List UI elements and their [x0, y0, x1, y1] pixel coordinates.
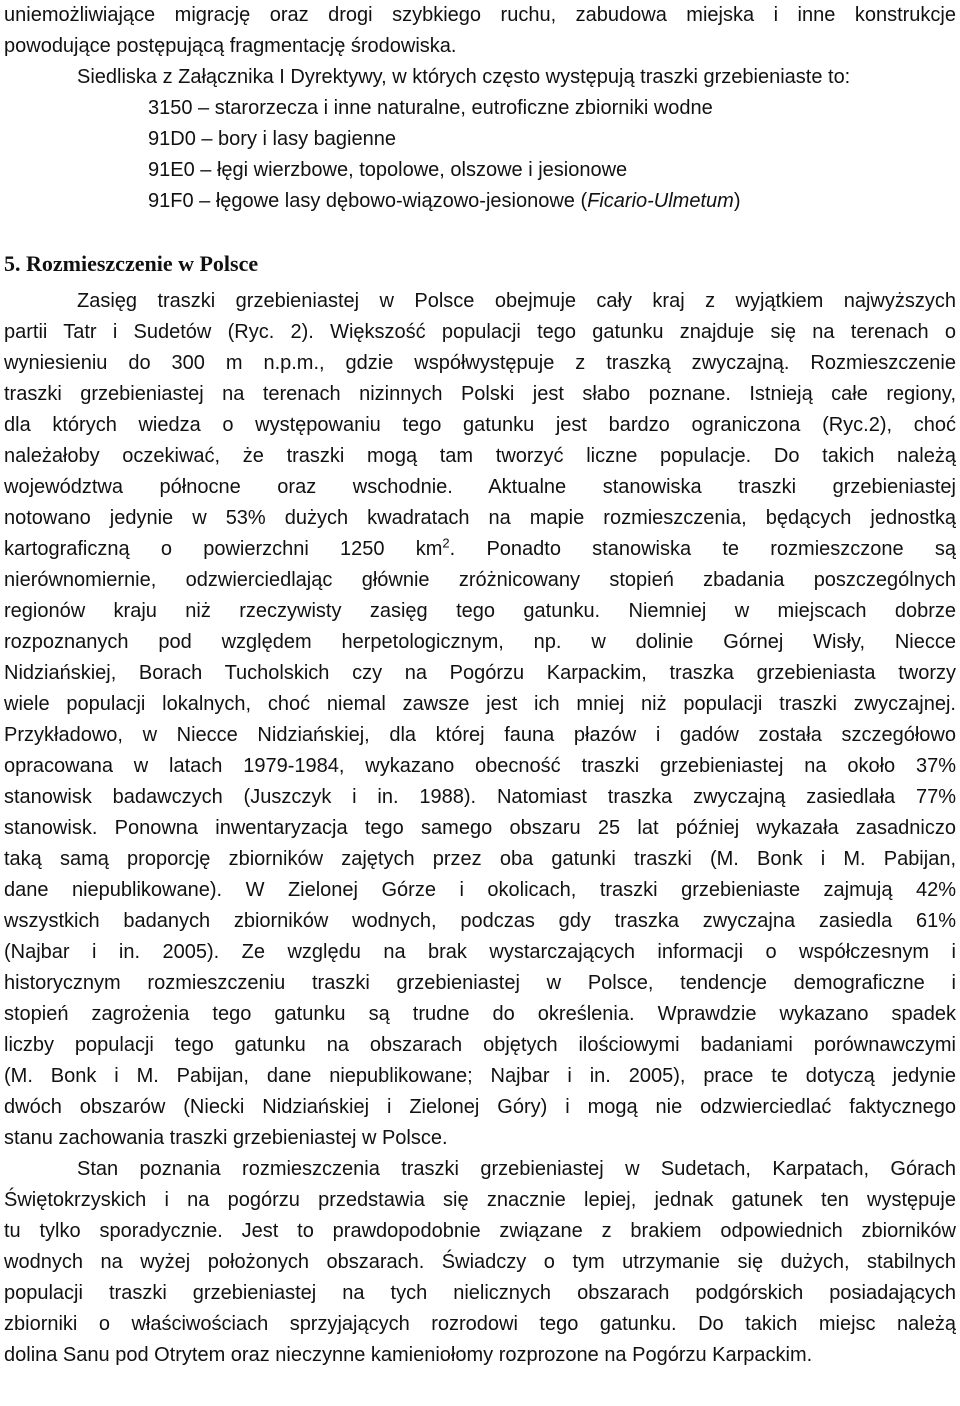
paragraph-mountains [4, 1154, 956, 1371]
paragraph-line: Zasięg traszki grzebieniastej w Polsce obejmuje cały kraj z wyjątkiem najwyższych [77, 290, 956, 312]
intro-line: uniemożliwiające migrację oraz drogi szybkiego ruchu, zabudowa miejska i inne konstrukcje [4, 4, 956, 26]
paragraph-line: dla których wiedza o występowaniu tego gatunku jest bardzo ograniczona (Ryc.2), choć [4, 414, 956, 436]
paragraph-line: wyniesieniu do 300 m n.p.m., gdzie współwystępuje z traszką zwyczajną. Rozmieszczenie [4, 352, 956, 374]
paragraph-line: tu tylko sporadycznie. Jest to prawdopodobnie związane z brakiem odpowiednich zbiorników [4, 1220, 956, 1242]
habitat-item-text: 91F0 – łęgowe lasy dębowo-wiązowo-jesionowe ( [148, 190, 588, 212]
habitat-item [4, 186, 956, 217]
paragraph-line: Świętokrzyskich i na pogórzu przedstawia się znacznie lepiej, jednak gatunek ten występuje [4, 1189, 956, 1211]
paragraph-line: stopień zagrożenia tego gatunku są trudne do określenia. Wprawdzie wykazano spadek [4, 1003, 956, 1025]
paragraph-line: regionów kraju niż rzeczywisty zasięg tego gatunku. Niemniej w miejscach dobrze [4, 600, 956, 622]
paragraph-line: dwóch obszarów (Niecki Nidziańskiej i Zielonej Góry) i mogą nie odzwierciedlać faktycznego [4, 1096, 956, 1118]
paragraph-line: dane niepublikowane). W Zielonej Górze i okolicach, traszki grzebieniaste zajmują 42% [4, 879, 956, 901]
habitat-list [4, 93, 956, 217]
paragraph-line: stanowisk. Ponowna inwentaryzacja tego samego obszaru 25 lat później wykazała zasadniczo [4, 817, 956, 839]
paragraph-line: wodnych na wyżej położonych obszarach. Świadczy o tym utrzymanie się dużych, stabilnych [4, 1251, 956, 1273]
paragraph-line [4, 534, 956, 565]
paragraph-line: liczby populacji tego gatunku na obszarach objętych ilościowymi badaniami porównawczymi [4, 1034, 956, 1056]
paragraph-line: zbiorniki o właściwościach sprzyjających rozrodowi tego gatunku. Do takich miejsc należą [4, 1313, 956, 1335]
paragraph-line: traszki grzebieniastej na terenach nizinnych Polski jest słabo poznane. Istnieją całe regiony, [4, 383, 956, 405]
habitats-intro: Siedliska z Załącznika I Dyrektywy, w których często występują traszki grzebieniaste to: [77, 66, 851, 88]
paragraph-line: nierównomiernie, odzwierciedlając głównie zróżnicowany stopień zbadania poszczególnych [4, 569, 956, 591]
habitat-item: 91D0 – bory i lasy bagienne [148, 128, 396, 150]
paragraph-line: rozpoznanych pod względem herpetologicznym, np. w dolinie Górnej Wisły, Niecce [4, 631, 956, 653]
paragraph-line: historycznym rozmieszczeniu traszki grzebieniastej w Polsce, tendencje demograficzne i [4, 972, 956, 994]
superscript: 2 [442, 535, 450, 551]
paragraph-text: kartograficzną o powierzchni 1250 km [4, 538, 443, 560]
section-heading: 5. Rozmieszczenie w Polsce [4, 251, 259, 276]
paragraph-line: stanu zachowania traszki grzebieniastej w Polsce. [4, 1127, 448, 1149]
habitat-item-latin-name: Ficario-Ulmetum [587, 190, 734, 212]
paragraph-line: Przykładowo, w Niecce Nidziańskiej, dla której fauna płazów i gadów została szczegółowo [4, 724, 956, 746]
paragraph-line: należałoby oczekiwać, że traszki mogą tam tworzyć liczne populacje. Do takich należą [4, 445, 956, 467]
paragraph-line: dolina Sanu pod Otrytem oraz nieczynne kamieniołomy rozprozone na Pogórzu Karpackim. [4, 1344, 813, 1366]
habitat-item: 3150 – starorzecza i inne naturalne, eutroficzne zbiorniki wodne [148, 97, 713, 119]
paragraph-line: opracowana w latach 1979-1984, wykazano obecność traszki grzebieniastej na około 37% [4, 755, 956, 777]
paragraph-distribution [4, 286, 956, 1154]
intro-line: powodujące postępującą fragmentację środowiska. [4, 35, 457, 57]
paragraph-line: województwa północne oraz wschodnie. Aktualne stanowiska traszki grzebieniastej [4, 476, 956, 498]
habitat-item-text: ) [733, 190, 741, 212]
paragraph-line: taką samą proporcję zbiorników zajętych przez oba gatunki traszki (M. Bonk i M. Pabijan, [4, 848, 956, 870]
paragraph-line: notowano jedynie w 53% dużych kwadratach na mapie rozmieszczenia, będących jednostką [4, 507, 956, 529]
paragraph-line: (Najbar i in. 2005). Ze względu na brak wystarczających informacji o współczesnym i [4, 941, 956, 963]
paragraph-line: wiele populacji lokalnych, choć niemal zawsze jest ich mniej niż populacji traszki zwyczajnej. [4, 693, 956, 715]
paragraph-line: partii Tatr i Sudetów (Ryc. 2). Większość populacji tego gatunku znajduje się na terenach o [4, 321, 956, 343]
paragraph-line: (M. Bonk i M. Pabijan, dane niepublikowane; Najbar i in. 2005), prace te dotyczą jedynie [4, 1065, 956, 1087]
paragraph-line: populacji traszki grzebieniastej na tych nielicznych obszarach podgórskich posiadających [4, 1282, 956, 1304]
paragraph-text: . Ponadto stanowiska te rozmieszczone są [449, 538, 956, 560]
paragraph-line: wszystkich badanych zbiorników wodnych, podczas gdy traszka zwyczajna zasiedla 61% [4, 910, 956, 932]
paragraph-line: stanowisk badawczych (Juszczyk i in. 1988). Natomiast traszka zwyczajną zasiedlała 77% [4, 786, 956, 808]
habitat-item: 91E0 – łęgi wierzbowe, topolowe, olszowe i jesionowe [148, 159, 628, 181]
paragraph-line: Nidziańskiej, Borach Tucholskich czy na Pogórzu Karpackim, traszka grzebieniasta tworzy [4, 662, 956, 684]
paragraph-line: Stan poznania rozmieszczenia traszki grzebieniastej w Sudetach, Karpatach, Górach [77, 1158, 956, 1180]
